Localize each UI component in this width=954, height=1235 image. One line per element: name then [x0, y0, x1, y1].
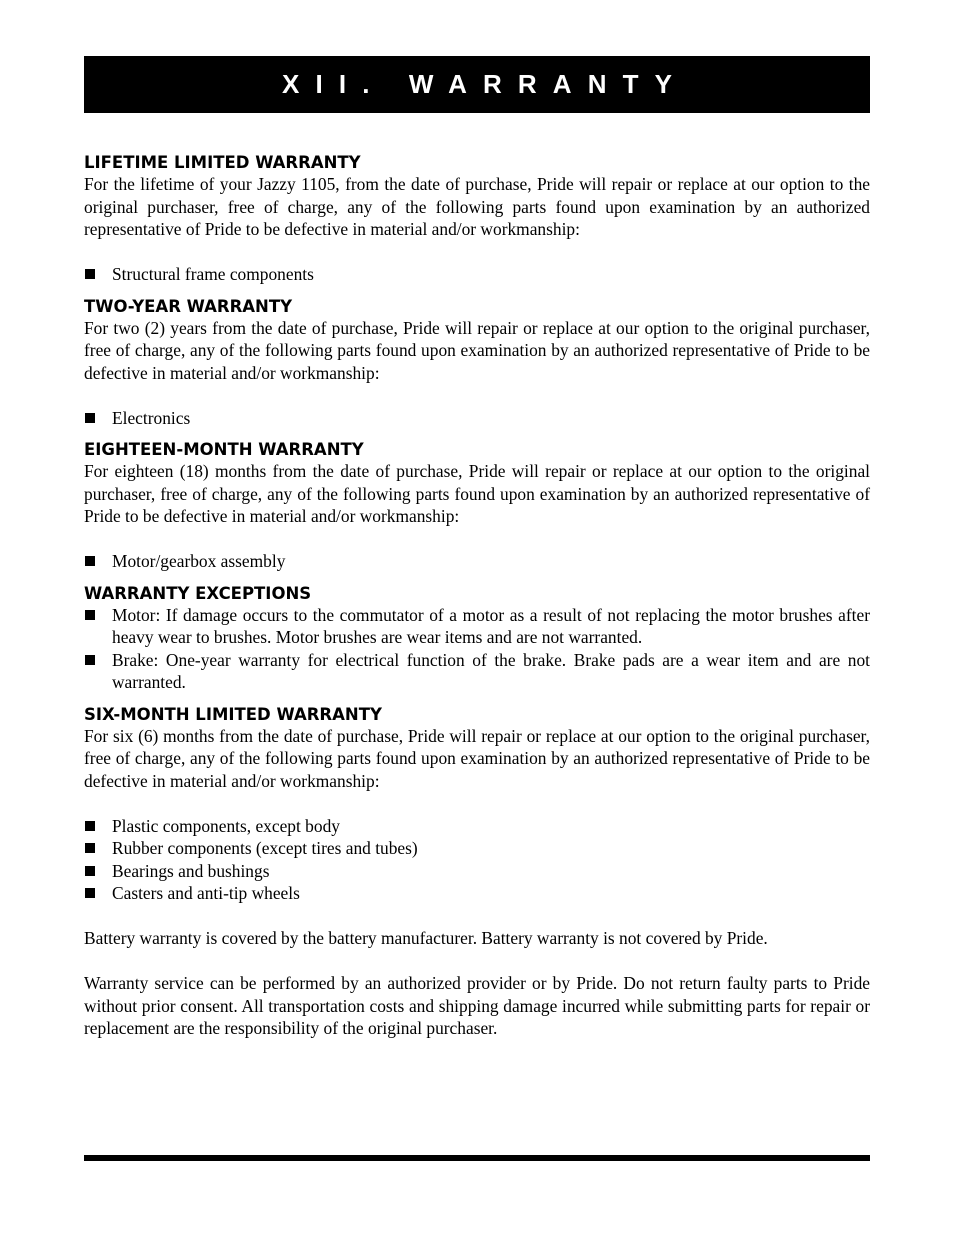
section-heading: TWO-YEAR WARRANTY — [84, 296, 293, 316]
square-bullet-icon — [85, 413, 95, 423]
page-title: XII. WARRANTY — [282, 69, 689, 99]
warranty-exceptions-section — [84, 584, 870, 694]
warranty-page — [84, 56, 870, 1040]
list-item: Structural frame components — [84, 263, 870, 286]
square-bullet-icon — [85, 888, 95, 898]
title-bar — [84, 56, 870, 113]
list-item: Plastic components, except body — [84, 815, 870, 838]
square-bullet-icon — [85, 866, 95, 876]
two-year-warranty-section — [84, 297, 870, 430]
square-bullet-icon — [85, 821, 95, 831]
list-item: Motor/gearbox assembly — [84, 550, 870, 573]
lifetime-warranty-section — [84, 153, 870, 286]
bullet-list — [84, 407, 870, 430]
section-body: For the lifetime of your Jazzy 1105, from the date of purchase, Pride will repair or replace at our option to the original purchaser, free of charge, any of the following parts found upon examination by an authorized representative of Pride to be defective in material and/or workmanship: — [84, 174, 870, 239]
square-bullet-icon — [85, 269, 95, 279]
footer-rule — [84, 1155, 870, 1161]
six-month-warranty-section — [84, 705, 870, 905]
service-note: Warranty service can be performed by an authorized provider or by Pride. Do not return faulty parts to Pride without prior consent. All transportation costs and shipping damage incurred while submitting parts for repair or replacement are the responsibility of the original purchaser. — [84, 973, 870, 1038]
section-heading: EIGHTEEN-MONTH WARRANTY — [84, 440, 364, 459]
bullet-list — [84, 263, 870, 286]
bullet-list — [84, 604, 870, 694]
battery-note: Battery warranty is covered by the battery manufacturer. Battery warranty is not covered by Pride. — [84, 928, 768, 948]
section-body: For eighteen (18) months from the date of purchase, Pride will repair or replace at our option to the original purchaser, free of charge, any of the following parts found upon examination by an authorized representative of Pride to be defective in material and/or workmanship: — [84, 461, 870, 526]
list-item: Brake: One-year warranty for electrical function of the brake. Brake pads are a wear item and are not warranted. — [84, 649, 870, 694]
square-bullet-icon — [85, 610, 95, 620]
section-heading: SIX-MONTH LIMITED WARRANTY — [84, 704, 382, 724]
list-item: Rubber components (except tires and tubes) — [84, 837, 870, 860]
list-item: Casters and anti-tip wheels — [84, 882, 870, 905]
list-item: Electronics — [84, 407, 870, 430]
square-bullet-icon — [85, 556, 95, 566]
square-bullet-icon — [85, 655, 95, 665]
section-body: For six (6) months from the date of purchase, Pride will repair or replace at our option to the original purchaser, free of charge, any of the following parts found upon examination by an authorized representative of Pride to be defective in material and/or workmanship: — [84, 725, 870, 791]
section-heading: WARRANTY EXCEPTIONS — [84, 583, 312, 603]
section-heading: LIFETIME LIMITED WARRANTY — [84, 153, 361, 172]
eighteen-month-warranty-section — [84, 440, 870, 573]
bullet-list — [84, 550, 870, 573]
list-item: Motor: If damage occurs to the commutator of a motor as a result of not replacing the motor brushes after heavy wear to brushes. Motor brushes are wear items and are not warranted. — [84, 604, 870, 649]
section-body: For two (2) years from the date of purchase, Pride will repair or replace at our option to the original purchaser, free of charge, any of the following parts found upon examination by an authorized representative of Pride to be defective in material and/or workmanship: — [84, 317, 870, 383]
page-content — [84, 153, 870, 1040]
square-bullet-icon — [85, 843, 95, 853]
bullet-list — [84, 815, 870, 905]
list-item: Bearings and bushings — [84, 860, 870, 883]
